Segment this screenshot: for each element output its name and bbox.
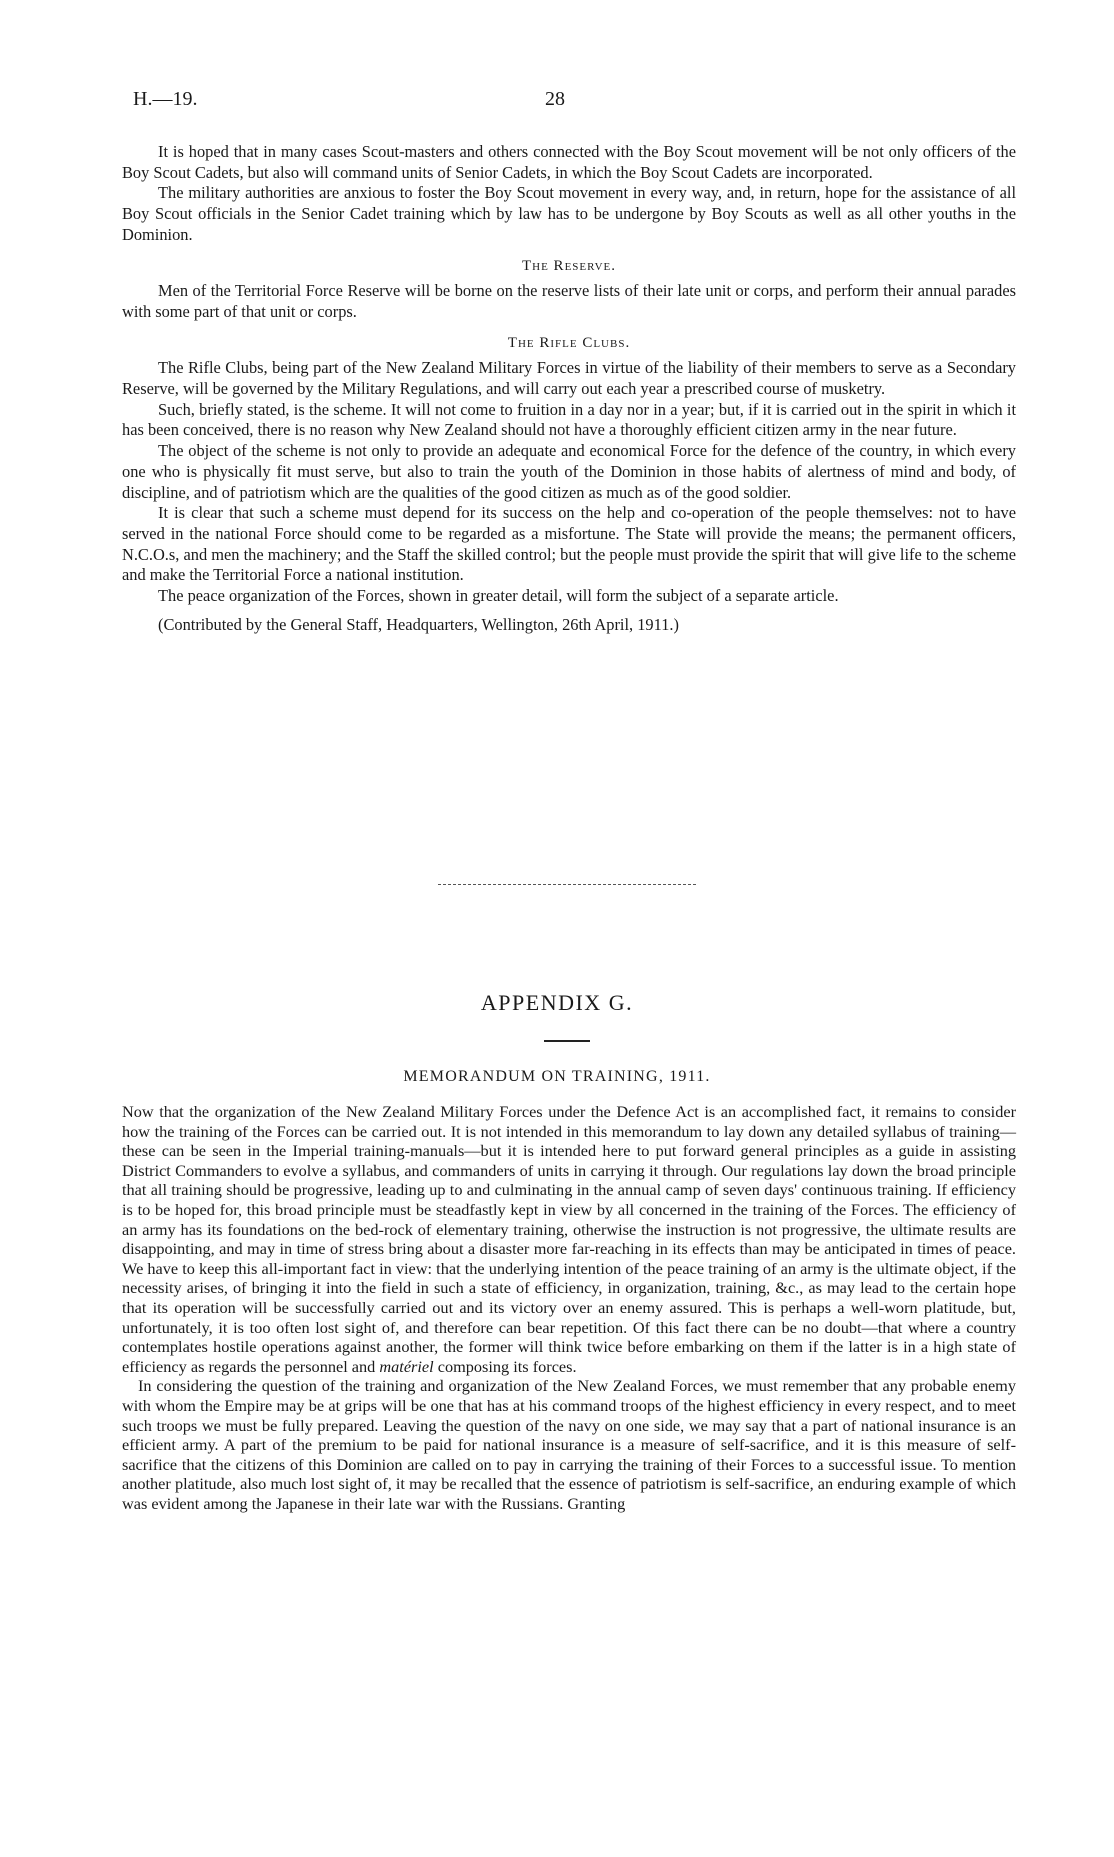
title-rule [544, 1040, 590, 1042]
memorandum-title: MEMORANDUM ON TRAINING, 1911. [403, 1068, 711, 1085]
paragraph-cooperation: It is clear that such a scheme must depend for its success on the help and co-operation of the people themselves: not to have served in the national Force should come to be regarded as a misfortune. The State will provide the means; the permanent officers, N.C.O.s, and men the machinery; and the Staff the skilled control; but the people must provide the spirit that will give life to the scheme and make the Territorial Force a national institution. [122, 503, 1016, 585]
memorandum-body [122, 1102, 1016, 1513]
appendix-title: APPENDIX G. [480, 990, 634, 1015]
paragraph-boy-scouts: It is hoped that in many cases Scout-masters and others connected with the Boy Scout movement will be not only officers of the Boy Scout Cadets, but also will command units of Senior Cadets, in which the Boy Scout Cadets are incorporated. [122, 142, 1016, 182]
heading-reserve: The Reserve. [521, 257, 616, 274]
paragraph-scheme-object: The object of the scheme is not only to provide an adequate and economical Force for the defence of the country, in which every one who is physically fit must serve, but also to train the youth of the Dominion in those habits of alertness of mind and body, of discipline, and of patriotism which are the qualities of the good citizen as much as of the good soldier. [122, 441, 1016, 502]
scheme-conclusion-section [122, 142, 1016, 635]
section-divider [438, 884, 696, 885]
paragraph-reserve: Men of the Territorial Force Reserve will be borne on the reserve lists of their late unit or corps, and perform their annual parades with some part of that unit or corps. [122, 281, 1016, 321]
paragraph-training-end: composing its forces. [437, 1356, 577, 1376]
page-header [125, 88, 989, 118]
paragraph-scheme-summary: Such, briefly stated, is the scheme. It will not come to fruition in a day nor in a year; but, if it is carried out in the spirit in which it has been conceived, there is no reason why New Zealand should not have a thoroughly efficient citizen army in the near future. [122, 399, 1016, 440]
materiel-term: matériel [379, 1356, 434, 1376]
paragraph-military-authorities: The military authorities are anxious to foster the Boy Scout movement in every way, and, in return, hope for the assistance of all Boy Scout officials in the Senior Cadet training which by law has to be undergone by Boy Scouts as well as all other youths in the Dominion. [122, 183, 1016, 244]
paragraph-national-insurance: In considering the question of the training and organization of the New Zealand Forces, we must remember that any probable enemy with whom the Empire may be at grips will be one that has at his command troops of the highest efficiency in every respect, and to meet such troops we must be fully prepared. Leaving the question of the navy on one side, we may say that a part of national insurance is an efficient army. A part of the premium to be paid for national insurance is a measure of self-sacrifice, and it is this measure of self-sacrifice that the citizens of this Dominion are called on to pay in carrying the training of their Forces to a successful issue. To mention another platitude, also much lost sight of, it may be recalled that the essence of patriotism is self-sacrifice, an enduring example of which was evident among the Japanese in their late war with the Russians. Granting [122, 1376, 1016, 1513]
heading-rifle-clubs: The Rifle Clubs. [507, 334, 631, 351]
paragraph-peace-organization: The peace organization of the Forces, shown in greater detail, will form the subject of a separate article. [158, 586, 839, 606]
document-reference: H.—19. [133, 88, 198, 110]
paragraph-training-text: Now that the organization of the New Zealand Military Forces under the Defence Act is an accomplished fact, it remains to consider how the training of the Forces can be carried out. It is not intended in this memorandum to lay down any detailed syllabus of training—these can be seen in the Imperial training-manuals—but it is intended here to put forward general principles as a guide in assisting District Commanders to evolve a syllabus, and commanders of units in carrying it through. Our regulations lay down the broad principle that all training should be progressive, leading up to and culminating in the annual camp of seven days' continuous training. If efficiency is to be hoped for, this broad principle must be steadfastly kept in view by all concerned in the training of the Forces. The efficiency of an army has its foundations on the bed-rock of elementary training, otherwise the instruction is not progressive, the ultimate results are disappointing, and may in time of stress bring about a disaster more far-reaching in its effects than may be anticipated in times of peace. We have to keep this all-important fact in view: that the underlying intention of the peace training of an army is the ultimate object, if the necessity arises, of bringing it into the field in such a state of efficiency, in organization, training, &c., as may lead to the certain hope that its operation will be successfully carried out and its victory over an enemy assured. This is perhaps a well-worn platitude, but, unfortunately, it is too often lost sight of, and therefore can bear repetition. Of this fact there can be no doubt—that where a country contemplates hostile operations against another, the former will think twice before embarking on them if the latter is in a high state of efficiency as regards the personnel and [122, 1102, 1016, 1376]
paragraph-rifle-clubs: The Rifle Clubs, being part of the New Zealand Military Forces in virtue of the liability of their members to serve as a Secondary Reserve, will be governed by the Military Regulations, and will carry out each year a prescribed course of musketry. [122, 358, 1016, 399]
paragraph-training-principles [122, 1102, 1016, 1376]
contribution-note: (Contributed by the General Staff, Headquarters, Wellington, 26th April, 1911.) [158, 614, 679, 634]
page-number: 28 [545, 88, 565, 110]
